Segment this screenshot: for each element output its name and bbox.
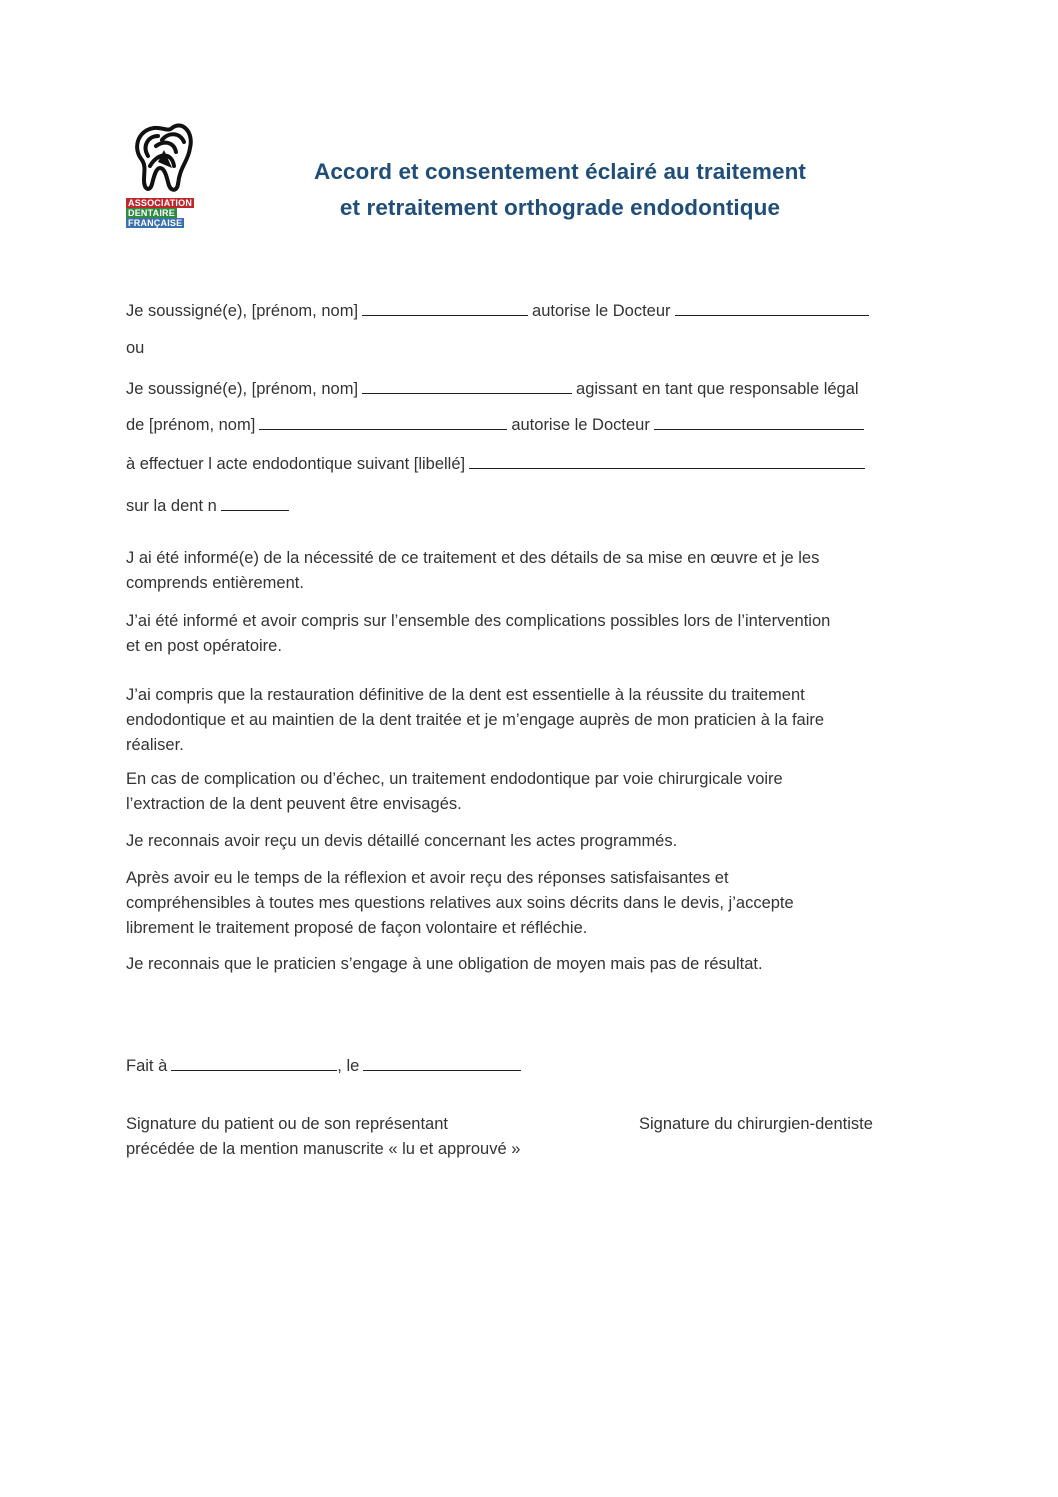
form-line-tooth	[126, 495, 293, 517]
place-field[interactable]	[171, 1056, 337, 1071]
doctor-name-field-2[interactable]	[654, 415, 864, 430]
association-dentaire-francaise-logo	[124, 122, 202, 232]
minor-name-field[interactable]	[259, 415, 507, 430]
patient-name-field[interactable]	[362, 301, 528, 316]
paragraph-line: l’extraction de la dent peuvent être envisagés.	[126, 795, 462, 813]
date-label: , le	[337, 1057, 360, 1075]
form-label: à effectuer l acte endodontique suivant [libellé]	[126, 455, 466, 473]
paragraph-acceptance	[126, 866, 906, 941]
logo-band-francaise: FRANÇAISE	[128, 218, 183, 228]
form-line-act	[126, 453, 869, 475]
paragraph-failure	[126, 767, 906, 817]
form-label: Je soussigné(e), [prénom, nom]	[126, 380, 359, 398]
place-date-line	[126, 1055, 525, 1077]
paragraph-line: Je reconnais que le praticien s’engage à une obligation de moyen mais pas de résultat.	[126, 955, 763, 973]
title-line-2: et retraitement orthograde endodontique	[339, 195, 781, 220]
form-label: autorise le Docteur	[532, 302, 671, 320]
dentist-signature-text: Signature du chirurgien-dentiste	[639, 1115, 873, 1133]
form-line-minor	[126, 414, 868, 436]
logo-band-dentaire: DENTAIRE	[128, 208, 175, 218]
paragraph-line: réaliser.	[126, 736, 184, 754]
paragraph-line: Après avoir eu le temps de la réflexion et avoir reçu des réponses satisfaisantes et	[126, 869, 729, 887]
paragraph-restoration	[126, 683, 906, 758]
paragraph-obligation	[126, 952, 906, 977]
form-label: sur la dent n	[126, 497, 217, 515]
document-title	[240, 154, 880, 226]
form-line-patient	[126, 300, 873, 322]
paragraph-informed	[126, 546, 906, 596]
paragraph-line: J ai été informé(e) de la nécessité de ce traitement et des détails de sa mise en œuvre et je les	[126, 549, 820, 567]
paragraph-line: endodontique et au maintien de la dent traitée et je m’engage auprès de mon praticien à la faire	[126, 711, 825, 729]
form-label: de [prénom, nom]	[126, 416, 256, 434]
paragraph-line: compréhensibles à toutes mes questions relatives aux soins décrits dans le devis, j’accepte	[126, 894, 794, 912]
guardian-name-field[interactable]	[362, 379, 572, 394]
paragraph-line: et en post opératoire.	[126, 637, 282, 655]
paragraph-line: comprends entièrement.	[126, 574, 304, 592]
patient-signature-line-2: précédée de la mention manuscrite « lu et approuvé »	[126, 1140, 521, 1158]
paragraph-line: J’ai été informé et avoir compris sur l’ensemble des complications possibles lors de l’intervention	[126, 612, 831, 630]
form-label: agissant en tant que responsable légal	[576, 380, 859, 398]
place-label: Fait à	[126, 1057, 168, 1075]
logo-band-association: ASSOCIATION	[128, 198, 193, 208]
paragraph-line: J’ai compris que la restauration définitive de la dent est essentielle à la réussite du traitement	[126, 686, 805, 704]
form-or: ou	[126, 339, 145, 357]
patient-signature-label	[126, 1112, 586, 1162]
dentist-signature-label	[639, 1112, 939, 1137]
form-label: Je soussigné(e), [prénom, nom]	[126, 302, 359, 320]
tooth-logo-icon	[128, 122, 194, 194]
paragraph-line: librement le traitement proposé de façon volontaire et réfléchie.	[126, 919, 588, 937]
doctor-name-field[interactable]	[675, 301, 869, 316]
paragraph-complications	[126, 609, 906, 659]
paragraph-line: Je reconnais avoir reçu un devis détaillé concernant les actes programmés.	[126, 832, 678, 850]
act-label-field[interactable]	[469, 454, 865, 469]
patient-signature-line-1: Signature du patient ou de son représentant	[126, 1115, 448, 1133]
paragraph-line: En cas de complication ou d’échec, un traitement endodontique par voie chirurgicale voire	[126, 770, 783, 788]
form-line-guardian	[126, 378, 859, 400]
paragraph-quote	[126, 829, 906, 854]
date-field[interactable]	[363, 1056, 521, 1071]
form-label: autorise le Docteur	[511, 416, 650, 434]
title-line-1: Accord et consentement éclairé au traitement	[313, 159, 807, 184]
tooth-number-field[interactable]	[221, 496, 289, 511]
